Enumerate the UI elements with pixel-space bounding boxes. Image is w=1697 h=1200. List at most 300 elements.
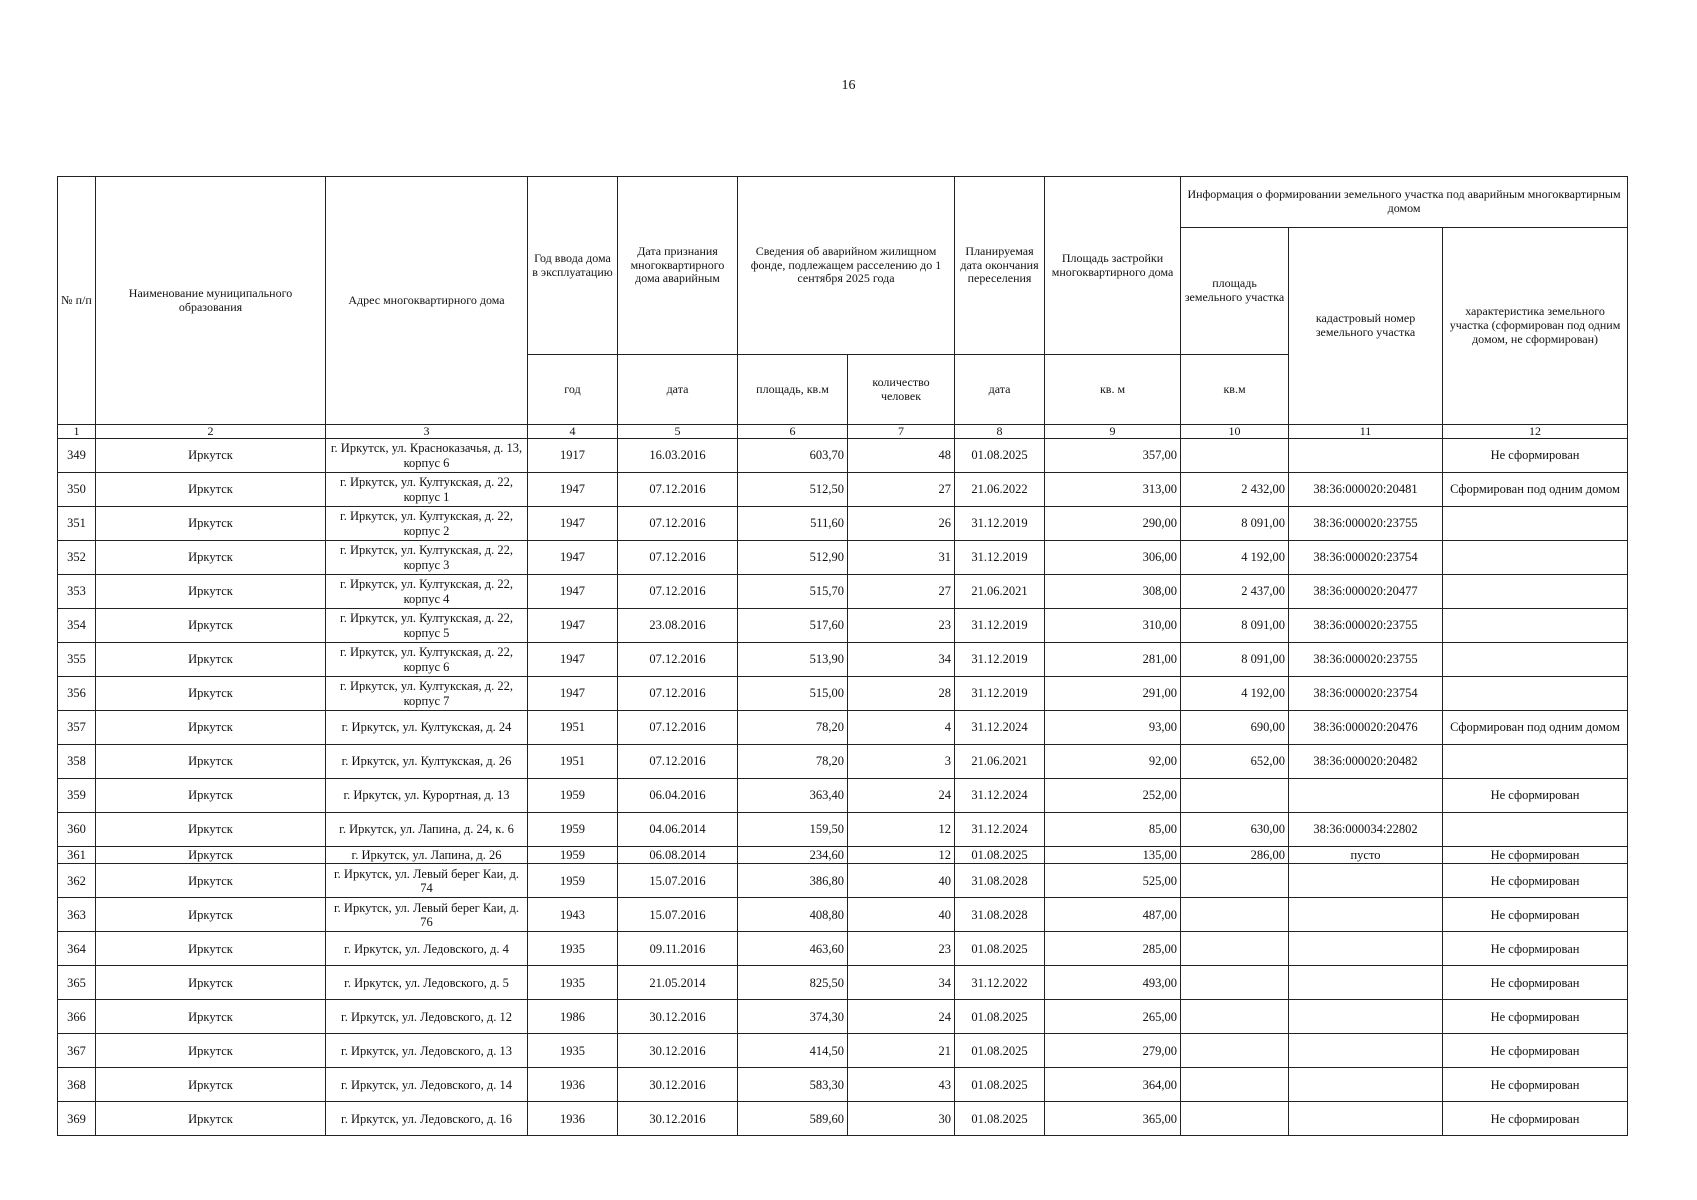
cell-area: 513,90 [738,643,848,677]
column-number: 3 [326,425,528,439]
cell-land-area: 2 432,00 [1181,473,1289,507]
cell-people: 30 [848,1102,955,1136]
cell-land-status [1443,677,1628,711]
cell-land-area [1181,1068,1289,1102]
cell-address: г. Иркутск, ул. Култукская, д. 22, корпус 5 [326,609,528,643]
cell-land-area [1181,439,1289,473]
cell-planned-date: 31.12.2019 [955,643,1045,677]
cell-land-status: Не сформирован [1443,439,1628,473]
cell-date: 07.12.2016 [618,677,738,711]
cell-building-area: 92,00 [1045,745,1181,779]
cell-area: 515,70 [738,575,848,609]
table-row [58,507,1628,541]
cell-year: 1935 [528,966,618,1000]
cell-building-area: 279,00 [1045,1034,1181,1068]
cell-planned-date: 31.08.2028 [955,864,1045,898]
table-row [58,932,1628,966]
cell-land-status [1443,507,1628,541]
col-header-building-area: Площадь застройки многоквартирного дома [1045,177,1181,355]
cell-year: 1951 [528,745,618,779]
cell-cadastral: 38:36:000020:20476 [1289,711,1443,745]
cell-date: 09.11.2016 [618,932,738,966]
cell-num: 368 [58,1068,96,1102]
cell-year: 1959 [528,864,618,898]
cell-num: 354 [58,609,96,643]
cell-area: 825,50 [738,966,848,1000]
cell-building-area: 308,00 [1045,575,1181,609]
cell-date: 07.12.2016 [618,541,738,575]
cell-land-status: Не сформирован [1443,864,1628,898]
cell-land-status [1443,541,1628,575]
cell-num: 360 [58,813,96,847]
cell-land-status [1443,643,1628,677]
table-row [58,898,1628,932]
cell-planned-date: 01.08.2025 [955,932,1045,966]
cell-land-status [1443,745,1628,779]
col-header-year-built: Год ввода дома в эксплуатацию [528,177,618,355]
cell-land-area [1181,898,1289,932]
cell-cadastral [1289,1000,1443,1034]
cell-municipality: Иркутск [96,609,326,643]
cell-address: г. Иркутск, ул. Култукская, д. 22, корпус 6 [326,643,528,677]
cell-year: 1947 [528,575,618,609]
column-number: 6 [738,425,848,439]
cell-cadastral [1289,932,1443,966]
cell-building-area: 365,00 [1045,1102,1181,1136]
cell-address: г. Иркутск, ул. Култукская, д. 22, корпус 3 [326,541,528,575]
cell-people: 43 [848,1068,955,1102]
cell-people: 34 [848,966,955,1000]
cell-date: 30.12.2016 [618,1034,738,1068]
cell-year: 1947 [528,677,618,711]
unit-building-area: кв. м [1045,355,1181,425]
table-row [58,541,1628,575]
table-row [58,813,1628,847]
cell-building-area: 135,00 [1045,847,1181,864]
cell-year: 1959 [528,813,618,847]
emergency-housing-table [57,176,1628,1136]
cell-planned-date: 31.08.2028 [955,898,1045,932]
cell-land-area: 286,00 [1181,847,1289,864]
cell-cadastral [1289,864,1443,898]
table-row [58,711,1628,745]
cell-people: 40 [848,864,955,898]
cell-num: 357 [58,711,96,745]
cell-area: 511,60 [738,507,848,541]
cell-municipality: Иркутск [96,677,326,711]
cell-people: 27 [848,575,955,609]
cell-year: 1951 [528,711,618,745]
cell-land-status: Не сформирован [1443,932,1628,966]
column-number: 1 [58,425,96,439]
cell-land-area [1181,966,1289,1000]
cell-land-area: 2 437,00 [1181,575,1289,609]
cell-land-status: Сформирован под одним домом [1443,473,1628,507]
cell-people: 12 [848,847,955,864]
cell-date: 07.12.2016 [618,745,738,779]
col-header-planned-date: Планируемая дата окончания переселения [955,177,1045,355]
column-number: 4 [528,425,618,439]
cell-area: 386,80 [738,864,848,898]
cell-planned-date: 01.08.2025 [955,847,1045,864]
cell-address: г. Иркутск, ул. Ледовского, д. 4 [326,932,528,966]
table-row [58,677,1628,711]
cell-date: 06.04.2016 [618,779,738,813]
unit-people: количество человек [848,355,955,425]
table-row [58,745,1628,779]
col-header-land-info: Информация о формировании земельного участка под аварийным многоквартирным домом [1181,177,1628,228]
cell-municipality: Иркутск [96,643,326,677]
cell-planned-date: 31.12.2019 [955,609,1045,643]
cell-cadastral: 38:36:000020:23754 [1289,677,1443,711]
cell-land-area [1181,1000,1289,1034]
cell-address: г. Иркутск, ул. Ледовского, д. 5 [326,966,528,1000]
cell-building-area: 265,00 [1045,1000,1181,1034]
cell-land-status: Не сформирован [1443,966,1628,1000]
cell-building-area: 310,00 [1045,609,1181,643]
cell-address: г. Иркутск, ул. Култукская, д. 24 [326,711,528,745]
column-number: 9 [1045,425,1181,439]
cell-num: 365 [58,966,96,1000]
cell-date: 15.07.2016 [618,898,738,932]
cell-address: г. Иркутск, ул. Краснoказачья, д. 13, корпус 6 [326,439,528,473]
cell-date: 07.12.2016 [618,507,738,541]
col-header-address: Адрес многоквартирного дома [326,177,528,425]
unit-year: год [528,355,618,425]
column-number: 12 [1443,425,1628,439]
cell-date: 07.12.2016 [618,711,738,745]
cell-people: 48 [848,439,955,473]
table-row [58,864,1628,898]
cell-building-area: 525,00 [1045,864,1181,898]
column-number: 7 [848,425,955,439]
cell-num: 367 [58,1034,96,1068]
cell-cadastral: 38:36:000020:20482 [1289,745,1443,779]
cell-people: 4 [848,711,955,745]
cell-people: 24 [848,1000,955,1034]
cell-num: 361 [58,847,96,864]
cell-num: 349 [58,439,96,473]
cell-people: 28 [848,677,955,711]
cell-municipality: Иркутск [96,575,326,609]
cell-year: 1936 [528,1102,618,1136]
cell-address: г. Иркутск, ул. Култукская, д. 22, корпус 4 [326,575,528,609]
table-row [58,473,1628,507]
cell-municipality: Иркутск [96,966,326,1000]
cell-people: 27 [848,473,955,507]
cell-num: 364 [58,932,96,966]
col-header-num: № п/п [58,177,96,425]
table-row [58,609,1628,643]
cell-year: 1935 [528,1034,618,1068]
cell-land-status: Сформирован под одним домом [1443,711,1628,745]
cell-land-status [1443,813,1628,847]
cell-land-area: 8 091,00 [1181,609,1289,643]
cell-num: 353 [58,575,96,609]
cell-year: 1943 [528,898,618,932]
cell-planned-date: 31.12.2019 [955,677,1045,711]
cell-people: 12 [848,813,955,847]
cell-land-area [1181,1034,1289,1068]
cell-building-area: 85,00 [1045,813,1181,847]
cell-building-area: 364,00 [1045,1068,1181,1102]
table-row [58,1034,1628,1068]
table-row [58,1000,1628,1034]
cell-year: 1947 [528,473,618,507]
cell-cadastral: 38:36:000020:23755 [1289,643,1443,677]
cell-cadastral: 38:36:000020:20477 [1289,575,1443,609]
unit-planned-date: дата [955,355,1045,425]
table-row [58,439,1628,473]
cell-planned-date: 01.08.2025 [955,1102,1045,1136]
cell-date: 30.12.2016 [618,1102,738,1136]
cell-people: 34 [848,643,955,677]
cell-cadastral: 38:36:000020:23754 [1289,541,1443,575]
column-number: 5 [618,425,738,439]
cell-num: 352 [58,541,96,575]
col-header-land-area: площадь земельного участка [1181,228,1289,355]
unit-land-area: кв.м [1181,355,1289,425]
cell-planned-date: 21.06.2021 [955,745,1045,779]
cell-municipality: Иркутск [96,1102,326,1136]
cell-building-area: 357,00 [1045,439,1181,473]
column-number: 10 [1181,425,1289,439]
cell-land-area [1181,864,1289,898]
cell-address: г. Иркутск, ул. Левый берег Каи, д. 74 [326,864,528,898]
cell-land-area: 690,00 [1181,711,1289,745]
cell-cadastral [1289,966,1443,1000]
cell-people: 31 [848,541,955,575]
column-number: 2 [96,425,326,439]
cell-date: 04.06.2014 [618,813,738,847]
cell-year: 1935 [528,932,618,966]
cell-municipality: Иркутск [96,864,326,898]
cell-people: 26 [848,507,955,541]
cell-cadastral: 38:36:000034:22802 [1289,813,1443,847]
table-row [58,1068,1628,1102]
cell-land-status [1443,575,1628,609]
cell-planned-date: 31.12.2024 [955,711,1045,745]
cell-area: 159,50 [738,813,848,847]
cell-address: г. Иркутск, ул. Ледовского, д. 16 [326,1102,528,1136]
cell-building-area: 291,00 [1045,677,1181,711]
cell-land-area: 4 192,00 [1181,541,1289,575]
cell-area: 78,20 [738,745,848,779]
cell-municipality: Иркутск [96,1068,326,1102]
cell-municipality: Иркутск [96,1000,326,1034]
cell-address: г. Иркутск, ул. Култукская, д. 22, корпус 1 [326,473,528,507]
cell-area: 363,40 [738,779,848,813]
cell-land-status: Не сформирован [1443,898,1628,932]
cell-address: г. Иркутск, ул. Култукская, д. 22, корпус 7 [326,677,528,711]
cell-land-area [1181,1102,1289,1136]
table-row [58,966,1628,1000]
cell-year: 1959 [528,779,618,813]
cell-cadastral [1289,779,1443,813]
table-row [58,847,1628,864]
cell-cadastral: 38:36:000020:23755 [1289,507,1443,541]
cell-municipality: Иркутск [96,711,326,745]
cell-num: 350 [58,473,96,507]
cell-area: 589,60 [738,1102,848,1136]
cell-date: 15.07.2016 [618,864,738,898]
column-number: 11 [1289,425,1443,439]
cell-planned-date: 01.08.2025 [955,1034,1045,1068]
cell-address: г. Иркутск, ул. Ледовского, д. 14 [326,1068,528,1102]
cell-municipality: Иркутск [96,779,326,813]
cell-land-area: 8 091,00 [1181,507,1289,541]
cell-year: 1947 [528,643,618,677]
cell-date: 16.03.2016 [618,439,738,473]
cell-people: 3 [848,745,955,779]
cell-cadastral: 38:36:000020:23755 [1289,609,1443,643]
cell-municipality: Иркутск [96,745,326,779]
table-body [58,439,1628,1136]
cell-land-status: Не сформирован [1443,1034,1628,1068]
table-row [58,779,1628,813]
column-number-row [58,425,1628,439]
cell-address: г. Иркутск, ул. Култукская, д. 22, корпус 2 [326,507,528,541]
cell-cadastral [1289,1034,1443,1068]
cell-planned-date: 21.06.2021 [955,575,1045,609]
cell-building-area: 93,00 [1045,711,1181,745]
cell-land-area [1181,932,1289,966]
cell-date: 06.08.2014 [618,847,738,864]
cell-cadastral [1289,1102,1443,1136]
cell-area: 583,30 [738,1068,848,1102]
cell-area: 603,70 [738,439,848,473]
table-row [58,643,1628,677]
cell-land-area: 4 192,00 [1181,677,1289,711]
cell-area: 515,00 [738,677,848,711]
col-header-date-declared: Дата признания многоквартирного дома аварийным [618,177,738,355]
cell-building-area: 306,00 [1045,541,1181,575]
cell-area: 408,80 [738,898,848,932]
cell-num: 363 [58,898,96,932]
cell-municipality: Иркутск [96,507,326,541]
cell-planned-date: 01.08.2025 [955,439,1045,473]
cell-area: 512,90 [738,541,848,575]
cell-year: 1986 [528,1000,618,1034]
cell-area: 463,60 [738,932,848,966]
cell-address: г. Иркутск, ул. Култукская, д. 26 [326,745,528,779]
cell-year: 1947 [528,507,618,541]
table-row [58,1102,1628,1136]
cell-year: 1936 [528,1068,618,1102]
cell-planned-date: 31.12.2022 [955,966,1045,1000]
cell-planned-date: 31.12.2019 [955,507,1045,541]
cell-municipality: Иркутск [96,813,326,847]
cell-num: 358 [58,745,96,779]
col-header-cadastral: кадастровый номер земельного участка [1289,228,1443,425]
cell-address: г. Иркутск, ул. Левый берег Каи, д. 76 [326,898,528,932]
cell-address: г. Иркутск, ул. Лапина, д. 26 [326,847,528,864]
cell-area: 78,20 [738,711,848,745]
cell-year: 1917 [528,439,618,473]
cell-area: 374,30 [738,1000,848,1034]
cell-building-area: 487,00 [1045,898,1181,932]
cell-land-status: Не сформирован [1443,1068,1628,1102]
cell-area: 234,60 [738,847,848,864]
cell-municipality: Иркутск [96,1034,326,1068]
unit-area: площадь, кв.м [738,355,848,425]
cell-cadastral [1289,439,1443,473]
cell-land-status: Не сформирован [1443,1102,1628,1136]
cell-area: 517,60 [738,609,848,643]
cell-land-status: Не сформирован [1443,779,1628,813]
page-number: 16 [841,78,856,93]
cell-building-area: 281,00 [1045,643,1181,677]
cell-address: г. Иркутск, ул. Курортная, д. 13 [326,779,528,813]
cell-area: 414,50 [738,1034,848,1068]
cell-people: 24 [848,779,955,813]
cell-building-area: 285,00 [1045,932,1181,966]
cell-building-area: 252,00 [1045,779,1181,813]
cell-land-area: 630,00 [1181,813,1289,847]
cell-address: г. Иркутск, ул. Ледовского, д. 13 [326,1034,528,1068]
cell-date: 07.12.2016 [618,575,738,609]
cell-municipality: Иркутск [96,473,326,507]
cell-num: 366 [58,1000,96,1034]
cell-municipality: Иркутск [96,439,326,473]
cell-cadastral: пусто [1289,847,1443,864]
cell-date: 30.12.2016 [618,1068,738,1102]
cell-land-status: Не сформирован [1443,1000,1628,1034]
cell-num: 351 [58,507,96,541]
cell-cadastral [1289,1068,1443,1102]
cell-cadastral: 38:36:000020:20481 [1289,473,1443,507]
cell-municipality: Иркутск [96,932,326,966]
cell-num: 369 [58,1102,96,1136]
cell-land-status: Не сформирован [1443,847,1628,864]
cell-date: 30.12.2016 [618,1000,738,1034]
cell-year: 1959 [528,847,618,864]
cell-people: 23 [848,932,955,966]
cell-num: 356 [58,677,96,711]
cell-num: 355 [58,643,96,677]
cell-num: 362 [58,864,96,898]
cell-cadastral [1289,898,1443,932]
col-header-land-status: характеристика земельного участка (сформирован под одним домом, не сформирован) [1443,228,1628,425]
cell-building-area: 290,00 [1045,507,1181,541]
cell-municipality: Иркутск [96,898,326,932]
cell-planned-date: 31.12.2024 [955,813,1045,847]
cell-address: г. Иркутск, ул. Ледовского, д. 12 [326,1000,528,1034]
cell-land-status [1443,609,1628,643]
cell-land-area [1181,779,1289,813]
cell-people: 23 [848,609,955,643]
cell-building-area: 493,00 [1045,966,1181,1000]
cell-municipality: Иркутск [96,541,326,575]
cell-planned-date: 01.08.2025 [955,1068,1045,1102]
cell-people: 21 [848,1034,955,1068]
cell-year: 1947 [528,541,618,575]
cell-land-area: 652,00 [1181,745,1289,779]
cell-address: г. Иркутск, ул. Лапина, д. 24, к. 6 [326,813,528,847]
table-row [58,575,1628,609]
cell-year: 1947 [528,609,618,643]
col-header-emergency-fund: Сведения об аварийном жилищном фонде, подлежащем расселению до 1 сентября 2025 года [738,177,955,355]
cell-planned-date: 31.12.2024 [955,779,1045,813]
cell-planned-date: 01.08.2025 [955,1000,1045,1034]
cell-planned-date: 31.12.2019 [955,541,1045,575]
column-number: 8 [955,425,1045,439]
cell-date: 21.05.2014 [618,966,738,1000]
cell-date: 07.12.2016 [618,473,738,507]
col-header-municipality: Наименование муниципального образования [96,177,326,425]
cell-area: 512,50 [738,473,848,507]
cell-date: 07.12.2016 [618,643,738,677]
